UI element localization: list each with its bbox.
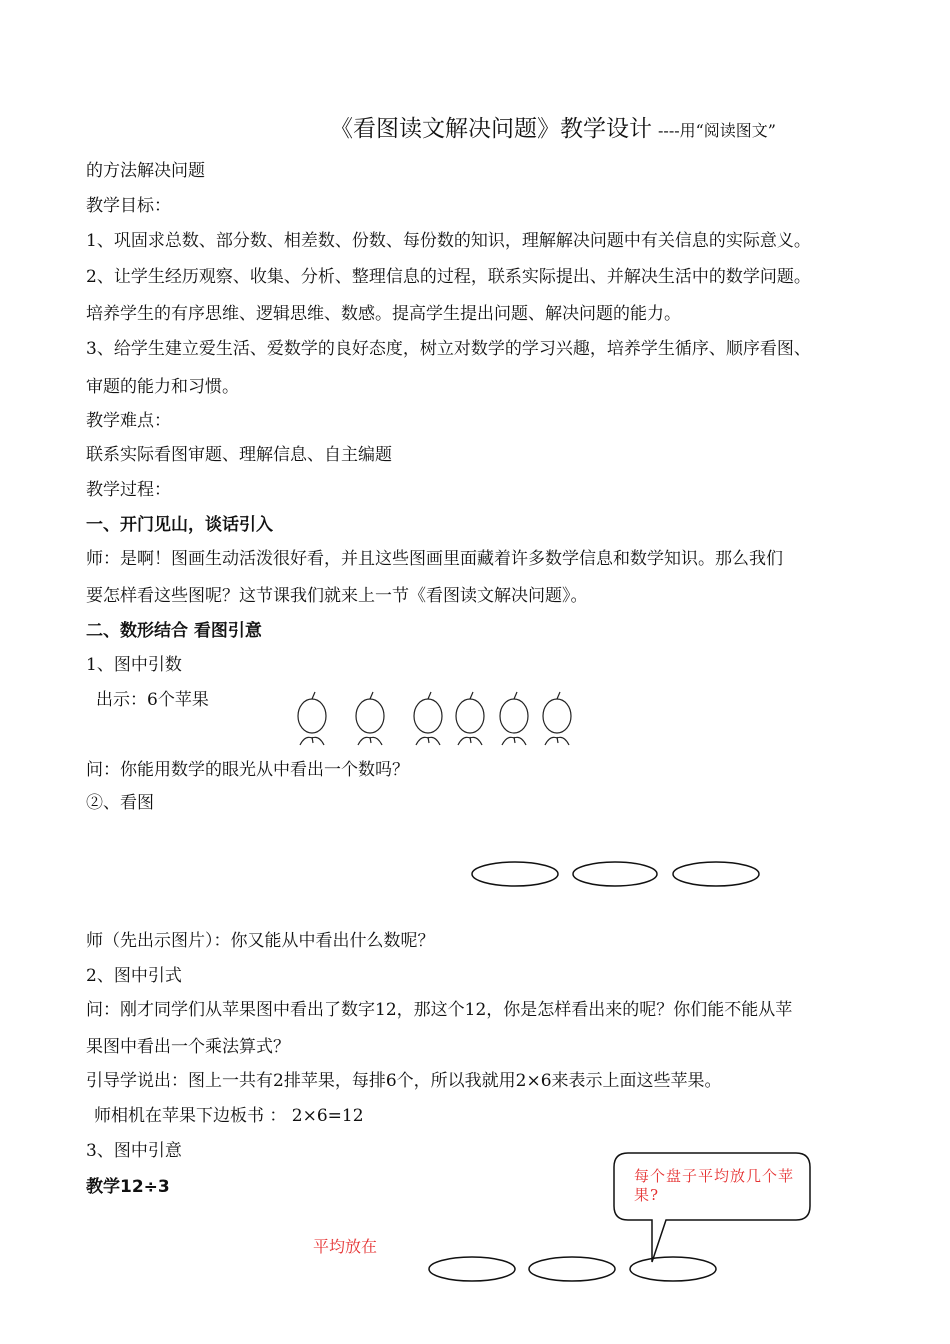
- heading-part-1: 一、开门见山，谈话引入: [86, 515, 273, 535]
- plate-icon: [472, 862, 558, 886]
- text-line: ②、看图: [86, 793, 154, 813]
- text-line: 1、巩固求总数、部分数、相差数、份数、每份数的知识，理解解决问题中有关信息的实际意义。: [86, 231, 811, 251]
- apple-icon: [500, 692, 528, 745]
- title-sub: ----用“阅读图文”: [658, 121, 776, 140]
- plate-icon: [429, 1257, 515, 1281]
- text-line: 3、给学生建立爱生活、爱数学的良好态度，树立对数学的学习兴趣，培养学生循序、顺序看图、: [86, 339, 811, 359]
- text-line: 出示：6个苹果: [96, 690, 209, 710]
- apple-icon: [298, 692, 326, 745]
- text-line: 果图中看出一个乘法算式？: [86, 1037, 290, 1057]
- plate-icon: [573, 862, 657, 886]
- plate-icon: [529, 1257, 615, 1281]
- apple-icon: [456, 692, 484, 745]
- text-line: 问：你能用数学的眼光从中看出一个数吗？: [86, 760, 409, 780]
- apple-icon: [543, 692, 571, 745]
- heading-part-2: 二、数形结合 看图引意: [86, 621, 262, 641]
- speech-bubble-text: 每个盘子平均放几个苹果?: [634, 1167, 795, 1204]
- plate-icon: [673, 862, 759, 886]
- text-line: 3、图中引意: [86, 1141, 182, 1161]
- section-label-goals: 教学目标：: [86, 196, 171, 216]
- text-line: 师（先出示图片）：你又能从中看出什么数呢？: [86, 931, 435, 951]
- text-line: 师相机在苹果下边板书 ： 2×6=12: [94, 1106, 364, 1126]
- text-line: 2、图中引式: [86, 966, 182, 986]
- plate-group: [472, 862, 759, 886]
- apple-group: [298, 692, 571, 745]
- plate-icon: [630, 1257, 716, 1281]
- text-line: 审题的能力和习惯。: [86, 377, 239, 397]
- plate-group: [429, 1257, 716, 1281]
- section-label-process: 教学过程：: [86, 480, 171, 500]
- text-line: 2、让学生经历观察、收集、分析、整理信息的过程，联系实际提出、并解决生活中的数学问题。: [86, 267, 811, 287]
- text-line-bold: 教学12÷3: [86, 1177, 170, 1197]
- text-line: 培养学生的有序思维、逻辑思维、数感。提高学生提出问题、解决问题的能力。: [86, 304, 681, 324]
- text-line: 的方法解决问题: [86, 161, 205, 181]
- text-line: 引导学说出：图上一共有2排苹果，每排6个，所以我就用2×6来表示上面这些苹果。: [86, 1071, 722, 1091]
- title-main: 《看图读文解决问题》教学设计: [330, 116, 652, 142]
- text-line: 1、图中引数: [86, 655, 182, 675]
- apple-icon: [414, 692, 442, 745]
- annotation-average-put: 平均放在: [313, 1237, 378, 1256]
- text-line: 要怎样看这些图呢？这节课我们就来上一节《看图读文解决问题》。: [86, 586, 588, 606]
- text-line: 问：刚才同学们从苹果图中看出了数字12，那这个12，你是怎样看出来的呢？你们能不能从苹: [86, 1000, 793, 1020]
- section-label-difficulty: 教学难点：: [86, 411, 171, 431]
- text-line: 师：是啊！图画生动活泼很好看，并且这些图画里面藏着许多数学信息和数学知识。那么我们: [86, 549, 783, 569]
- text-line: 联系实际看图审题、理解信息、自主编题: [86, 445, 392, 465]
- apple-icon: [356, 692, 384, 745]
